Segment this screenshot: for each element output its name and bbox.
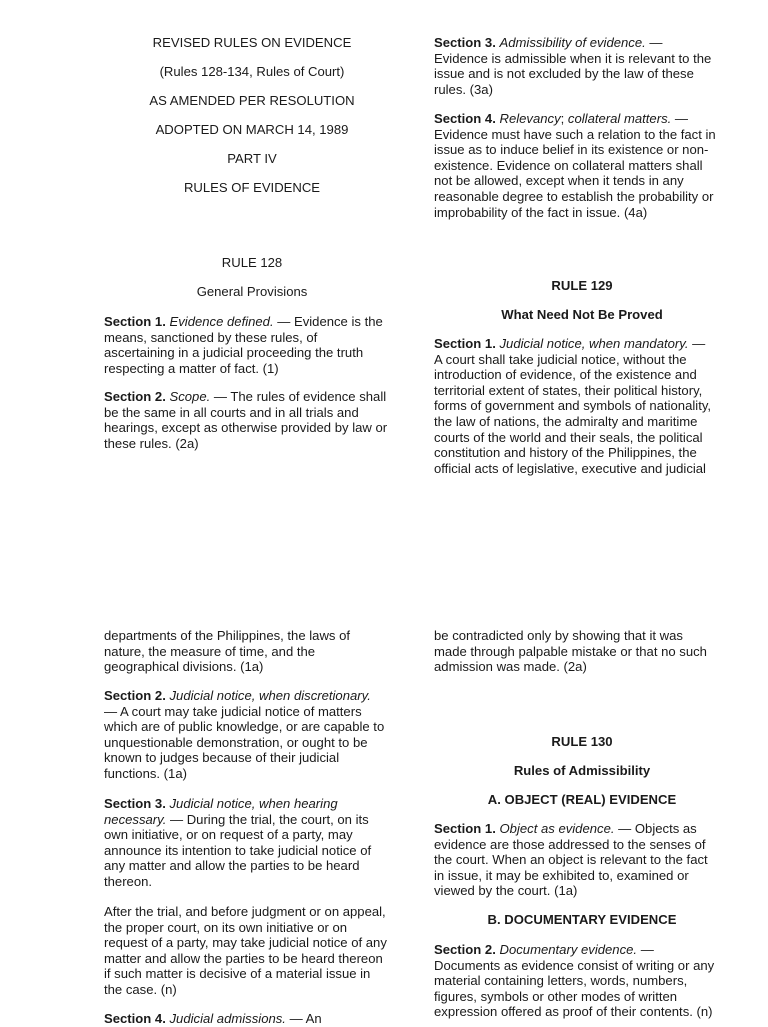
section-line: these rules. (2a) [104,435,199,451]
doc-title-line: PART IV [227,151,277,167]
section-line: not be allowed, except when it tends in any [434,173,684,189]
section-line: improbability of the fact in issue. (4a) [434,204,648,220]
section-line: Section 1. Judicial notice, when mandatory. — [434,336,706,351]
section-line: departments of the Philippines, the laws of [104,628,351,643]
section-line: courts of the world and their seals, the political [434,429,703,445]
section-line: the court. When an object is relevant to the fact [434,852,708,868]
section-line: functions. (1a) [104,765,187,781]
section-line: rules. (3a) [434,81,493,97]
section-rule130-1 [434,821,744,899]
subsection-heading: A. OBJECT (REAL) EVIDENCE [487,792,677,807]
section-rule128-3 [434,35,744,97]
section-line: the proper court, on its own initiative or on [104,919,348,935]
section-line: territorial extent of states, their political history, [434,382,703,398]
section-line: thereon. [104,873,153,889]
section-line: admission was made. (2a) [434,659,587,675]
section-line: Section 3. Judicial notice, when hearing [104,796,338,811]
section-line: if such matter is decisive of a material issue in [104,966,371,982]
section-rule128-1 [104,314,404,376]
section-line: introduction of evidence, of the existence and [434,367,697,383]
section-line: made through palpable mistake or that no such [434,643,707,659]
section-line: nature, the measure of time, and the [104,643,316,659]
section-line: constitution and history of the Philippines, the [434,445,697,461]
section-line: issue and is not excluded by the law of these [434,66,694,82]
section-rule130-2 [434,942,744,1020]
doc-title-line: RULES OF EVIDENCE [183,180,321,196]
continued-text [104,628,404,675]
section-line: own initiative, or on request of a party, may [104,827,353,843]
section-line: Section 2. Scope. — The rules of evidence shall [104,389,387,404]
section-line: Section 4. Relevancy; collateral matters. — [434,111,688,126]
doc-title-line: AS AMENDED PER RESOLUTION [149,93,355,109]
section-line: means, sanctioned by these rules, of [104,329,318,345]
section-rule129-1 [434,336,744,476]
section-line: viewed by the court. (1a) [434,883,578,899]
section-line: After the trial, and before judgment or on appeal, [104,904,386,919]
section-line: Section 3. Admissibility of evidence. — [434,35,663,50]
section-line: figures, symbols or other modes of written [434,988,678,1004]
section-line: expression offered as proof of their contents. (n) [434,1004,713,1020]
section-rule128-4 [434,111,744,220]
section-line: which are of public knowledge, or are capable to [104,719,385,735]
section-rule129-3 [104,796,404,890]
continued-text [434,628,744,675]
doc-title-block [104,35,400,196]
section-rule129-4 [104,1011,404,1027]
rule-heading: RULE 130 [551,734,613,749]
section-paragraph [104,904,404,998]
section-line: issue as to induce belief in its existence or non- [434,142,709,158]
section-line: geographical divisions. (1a) [104,659,264,675]
section-line: request of a party, may take judicial notice of any [104,935,387,951]
subsection-heading: B. DOCUMENTARY EVIDENCE [487,912,677,927]
section-line: official acts of legislative, executive and judicial [434,460,706,476]
section-line: necessary. — During the trial, the court, on its [104,811,369,827]
section-line: the case. (n) [104,981,177,997]
section-line: any matter and allow the parties to be heard [104,858,360,874]
section-line: known to judges because of their judicial [104,750,340,766]
section-line: evidence are those addressed to the senses of [434,836,706,852]
section-line: reasonable degree to establish the probability or [434,188,714,204]
section-line: announce its intention to take judicial notice of [104,842,372,858]
section-rule129-2 [104,688,404,782]
section-line: material containing letters, words, numbers, [434,973,688,989]
section-line: forms of government and symbols of nationality, [434,398,712,414]
rule-heading: RULE 129 [551,278,613,293]
section-line: ascertaining in a judicial proceeding the truth [104,345,364,361]
section-line: respecting a matter of fact. (1) [104,360,279,376]
rule-subtitle: Rules of Admissibility [513,763,651,778]
section-line: Evidence must have such a relation to the fact in [434,126,716,142]
section-line: unquestionable demonstration, or ought to be [104,734,368,750]
section-line: Section 4. Judicial admissions. — An [104,1011,322,1026]
rule-subtitle: General Provisions [196,284,308,299]
section-line: Documents as evidence consist of writing or any [434,957,715,973]
doc-title-line: (Rules 128-134, Rules of Court) [159,64,345,80]
section-line: in issue, it may be exhibited to, examined or [434,867,689,883]
section-line: be contradicted only by showing that it was [434,628,683,643]
section-line: Section 1. Evidence defined. — Evidence is the [104,314,383,329]
section-line: be the same in all courts and in all trials and [104,404,359,420]
section-line: hearings, except as otherwise provided by law or [104,420,388,436]
section-line: Section 2. Judicial notice, when discretionary. [104,688,371,703]
section-line: A court shall take judicial notice, without the [434,351,687,367]
rule-heading: RULE 128 [221,255,283,270]
section-rule128-2 [104,389,404,451]
section-line: Section 1. Object as evidence. — Objects as [434,821,697,836]
section-line: Section 2. Documentary evidence. — [434,942,654,957]
doc-title-line: REVISED RULES ON EVIDENCE [152,35,352,50]
rule-subtitle: What Need Not Be Proved [501,307,663,322]
doc-title-line: ADOPTED ON MARCH 14, 1989 [155,122,349,138]
section-line: matter and allow the parties to be heard thereon [104,950,383,966]
section-line: the law of nations, the admiralty and maritime [434,413,698,429]
section-line: existence. Evidence on collateral matters shall [434,157,703,173]
section-line: — A court may take judicial notice of matters [104,703,362,719]
section-line: Evidence is admissible when it is relevant to the [434,50,712,66]
